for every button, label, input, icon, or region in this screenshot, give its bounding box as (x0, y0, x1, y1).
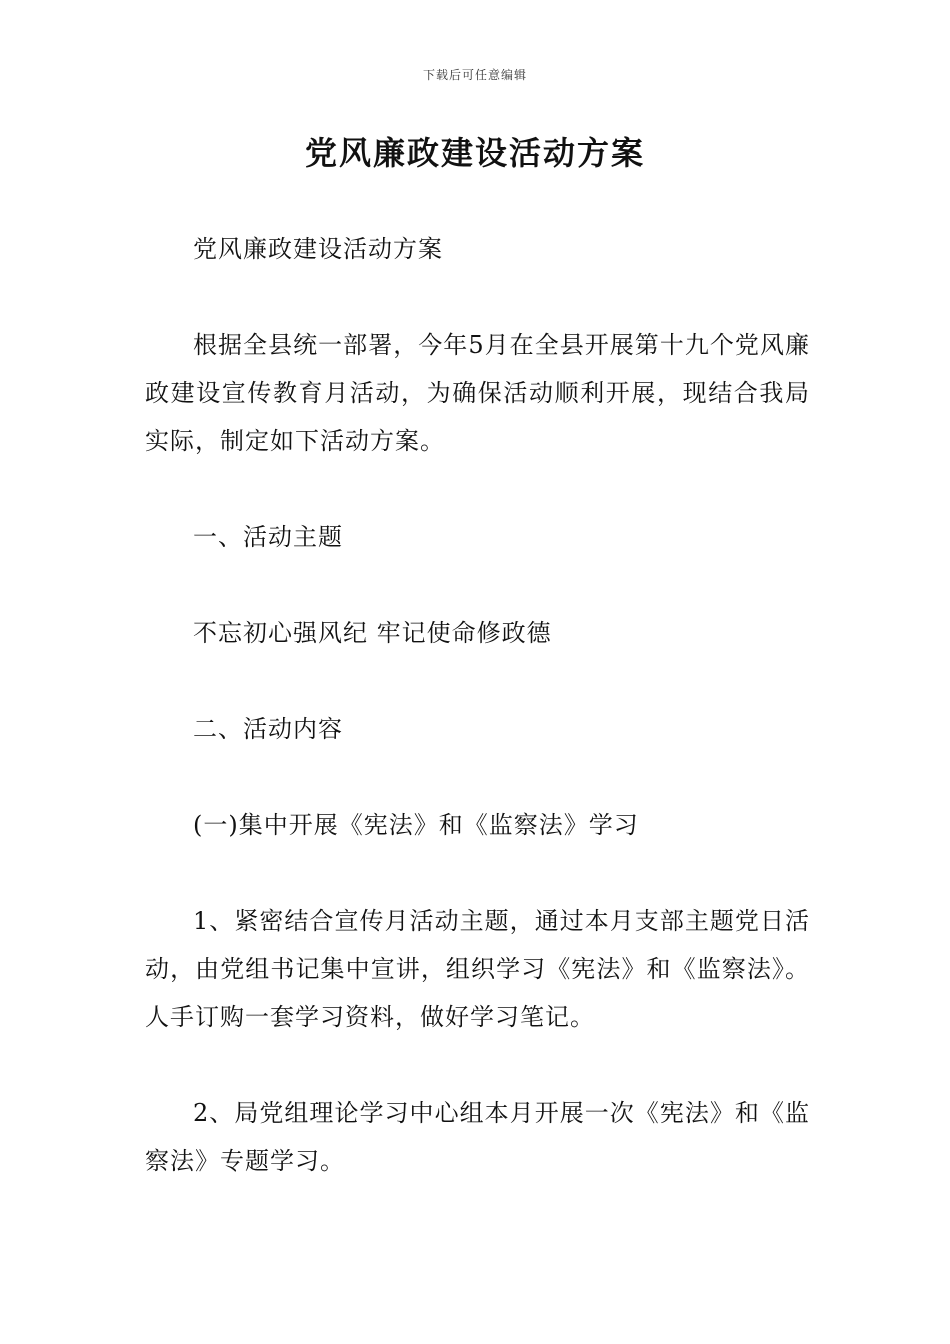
document-title: 党风廉政建设活动方案 (304, 134, 645, 172)
paragraph-item-2: 2、局党组理论学习中心组本月开展一次《宪法》和《监察法》专题学习。 (145, 1099, 810, 1175)
paragraph-theme: 不忘初心强风纪 牢记使命修政德 (193, 619, 552, 647)
paragraph-subtitle: 党风廉政建设活动方案 (193, 235, 443, 263)
section-heading-theme: 一、活动主题 (193, 523, 343, 551)
paragraph-item-1: 1、紧密结合宣传月活动主题，通过本月支部主题党日活动，由党组书记集中宣讲，组织学习《宪法》和《监察法》。人手订购一套学习资料，做好学习笔记。 (145, 907, 810, 1031)
section-heading-content: 二、活动内容 (193, 715, 343, 743)
document-body (145, 225, 810, 1185)
paragraph-intro: 根据全县统一部署，今年5月在全县开展第十九个党风廉政建设宣传教育月活动，为确保活动顺利开展，现结合我局实际，制定如下活动方案。 (145, 331, 810, 455)
header-note: 下载后可任意编辑 (422, 68, 527, 82)
subsection-heading-study: (一)集中开展《宪法》和《监察法》学习 (193, 811, 639, 839)
